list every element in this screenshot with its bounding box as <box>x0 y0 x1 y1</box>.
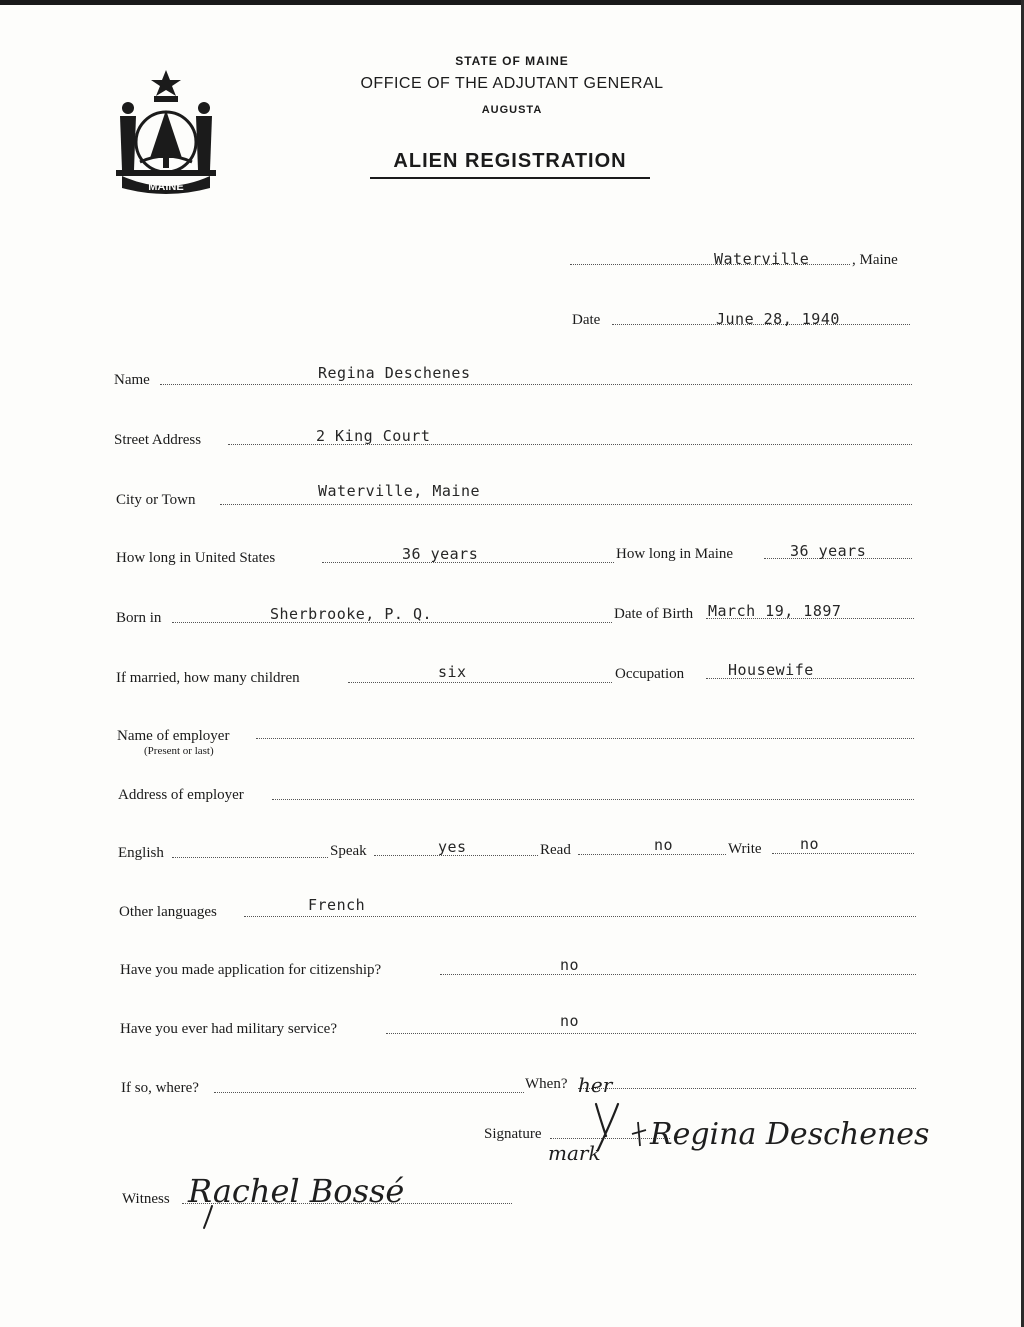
other-languages-line <box>244 916 916 917</box>
city-line <box>220 504 912 505</box>
military-value: no <box>560 1012 580 1030</box>
maine-label: , Maine <box>852 252 898 268</box>
employer-address-label: Address of employer <box>118 787 244 803</box>
street-value: 2 King Court <box>316 427 431 445</box>
speak-value: yes <box>438 838 467 856</box>
witness-name: Rachel Bossé <box>188 1172 405 1210</box>
other-languages-value: French <box>308 896 366 914</box>
write-line <box>772 853 914 854</box>
header-city: AUGUSTA <box>481 104 543 116</box>
city-value: Waterville, Maine <box>318 482 481 500</box>
children-line <box>348 682 612 683</box>
citizenship-value: no <box>560 956 580 974</box>
when-label: When? <box>525 1076 568 1092</box>
where-line <box>214 1092 524 1093</box>
english-line <box>172 857 328 858</box>
occupation-label: Occupation <box>615 666 685 682</box>
us-duration-value: 36 years <box>402 545 479 563</box>
header-state: STATE OF MAINE <box>455 54 569 68</box>
write-value: no <box>800 835 820 853</box>
street-label: Street Address <box>114 432 202 448</box>
city-label: City or Town <box>116 492 196 508</box>
header-office: OFFICE OF THE ADJUTANT GENERAL <box>360 75 664 92</box>
signature-mark-below: mark <box>548 1141 601 1165</box>
where-label: If so, where? <box>121 1080 199 1096</box>
employer-name-line <box>256 738 914 739</box>
maine-duration-value: 36 years <box>790 542 867 560</box>
citizenship-label: Have you made application for citizenship? <box>120 962 382 978</box>
witness-label: Witness <box>122 1191 170 1207</box>
other-languages-label: Other languages <box>119 904 217 920</box>
citizenship-line <box>440 974 916 975</box>
employer-name-note: (Present or last) <box>144 745 214 757</box>
occupation-value: Housewife <box>728 661 814 679</box>
scan-top-edge <box>0 0 1024 5</box>
maine-duration-label: How long in Maine <box>616 546 734 562</box>
employer-address-line <box>272 799 914 800</box>
employer-name-label: Name of employer <box>117 728 230 744</box>
read-value: no <box>654 836 674 854</box>
children-label: If married, how many children <box>116 670 300 686</box>
name-value: Regina Deschenes <box>318 364 471 382</box>
read-line <box>578 854 726 855</box>
date-value: June 28, 1940 <box>716 310 840 328</box>
name-label: Name <box>114 372 150 388</box>
children-value: six <box>438 663 467 681</box>
signature-handwriting <box>548 1064 968 1174</box>
witness-handwriting <box>182 1156 542 1232</box>
date-label: Date <box>572 312 601 328</box>
town-value: Waterville <box>714 250 810 268</box>
us-duration-label: How long in United States <box>116 550 276 566</box>
signature-name: Regina Deschenes <box>650 1117 930 1152</box>
military-label: Have you ever had military service? <box>120 1021 337 1037</box>
seal-text: MAINE <box>148 181 184 193</box>
name-line <box>160 384 912 385</box>
dob-label: Date of Birth <box>614 606 694 622</box>
english-label: English <box>118 845 164 861</box>
signature-mark-above: her <box>578 1073 613 1097</box>
dob-value: March 19, 1897 <box>708 602 842 620</box>
write-label: Write <box>728 841 762 857</box>
born-in-value: Sherbrooke, P. Q. <box>270 605 433 623</box>
form-title: ALIEN REGISTRATION <box>370 150 650 179</box>
speak-label: Speak <box>330 843 367 859</box>
born-in-label: Born in <box>116 610 162 626</box>
read-label: Read <box>540 842 571 858</box>
military-line <box>386 1033 916 1034</box>
signature-label: Signature <box>484 1126 542 1142</box>
